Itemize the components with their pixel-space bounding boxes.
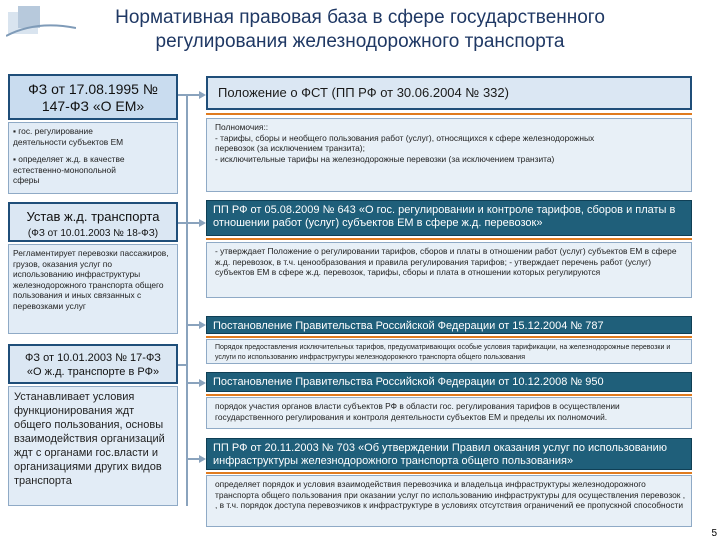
pp787-body-text: Порядок предоставления исключительных тарифов, предусматривающих особые условия тарификации, на железнодорожные перевозки и услуги по использованию инфраструктуры железнодорожного транспорта общего пользования	[215, 344, 671, 361]
ustav-header	[8, 202, 178, 242]
fz17-body-text: Устанавливает условия функционирования ждт общего пользования, основы взаимодействия организаций ждт с органами гос.власти и организациями других видов транспорта	[14, 391, 165, 487]
pp703-body	[206, 475, 692, 527]
fz17-body	[8, 386, 178, 506]
pp787-header-text: Постановление Правительства Российской Федерации от 15.12.2004 № 787	[213, 320, 604, 332]
fst-body	[206, 118, 692, 192]
arrow-643	[199, 219, 206, 227]
ustav-body-text: Регламентирует перевозки пассажиров, грузов, оказания услуг по использованию инфраструктуры железнодорожного транспорта общего пользования и иных связанных с перевозками услуг	[13, 248, 169, 311]
fz17-header-line-1: ФЗ от 10.01.2003 № 17-ФЗ	[25, 352, 161, 364]
pp950-body	[206, 397, 692, 429]
title-line-1: Нормативная правовая база в сфере государственного	[115, 7, 605, 28]
pp787-header	[206, 316, 692, 334]
page-title	[40, 6, 680, 54]
pp950-header-text: Постановление Правительства Российской Федерации от 10.12.2008 № 950	[213, 376, 604, 388]
fst-body-line-2: - тарифы, сборы и необщего пользования работ (услуг), относящихся к сфере железнодорожных	[215, 132, 595, 143]
fz147-header	[8, 74, 178, 120]
accent-line-703	[206, 472, 692, 474]
fz147-body-line-4: естественно-монопольной	[13, 164, 116, 175]
connector-branch-950	[186, 382, 200, 384]
fz147-header-line-1: ФЗ от 17.08.1995 №	[28, 81, 158, 97]
pp950-body-text: порядок участия органов власти субъектов РФ в области гос. регулирования тарифов в осуществлении государственного регулирования и контроля деятельности субъектов ЕМ и пределы их полномочий.	[215, 401, 620, 422]
pp643-header	[206, 200, 692, 236]
pp643-header-text: ПП РФ от 05.08.2009 № 643 «О гос. регулировании и контроле тарифов, сборов и платы в отношении работ (услуг) субъектов ЕМ в сфере ж.д. перевозок»	[213, 204, 676, 229]
fz147-body	[8, 122, 178, 194]
ustav-body	[8, 244, 178, 334]
ustav-header-line-2: (ФЗ от 10.01.2003 № 18-ФЗ)	[27, 228, 159, 239]
fst-header-text: Положение о ФСТ (ПП РФ от 30.06.2004 № 332)	[218, 85, 509, 100]
fz17-header-line-2: «О ж.д. транспорте в РФ»	[26, 366, 160, 378]
ustav-header-line-1: Устав ж.д. транспорта	[26, 209, 160, 224]
pp703-header-text: ПП РФ от 20.11.2003 № 703 «Об утверждении Правил оказания услуг по использованию инфраструктуры железнодорожного транспорта общего пользования»	[213, 442, 667, 467]
fz147-header-line-2: 147-ФЗ «О ЕМ»	[41, 98, 145, 114]
connector-left-fz17	[178, 364, 188, 366]
fst-header	[206, 76, 692, 110]
arrow-787	[199, 321, 206, 329]
arrow-703	[199, 455, 206, 463]
pp643-body	[206, 242, 692, 298]
fst-body-line-3: перевозок (за исключением транзита);	[215, 143, 365, 154]
connector-branch-fst	[186, 94, 200, 96]
pp950-header	[206, 372, 692, 392]
accent-line-787	[206, 336, 692, 338]
pp703-body-text: определяет порядок и условия взаимодействия перевозчика и владельца инфраструктуры железнодорожного транспорта общего пользования при оказании услуг по использованию инфраструктуры для осуществления перевозок , , в т.ч. порядок доступа перевозчиков к инфраструктуре в условиях отсутствия ограничений ее пропускной способности	[215, 479, 686, 511]
fz147-body-line-1: ▪ гос. регулирование	[13, 126, 93, 136]
fz147-body-line-3: ▪ определяет ж.д. в качестве	[13, 154, 125, 165]
pp643-body-text: - утверждает Положение о регулировании тарифов, сборов и платы в отношении работ (услуг) субъектов ЕМ в сфере ж.д. перевозок, в т.ч. ценообразования и правила регулирования тарифов; - утверждает перечень работ (услуг) субъектов ЕМ в сфере ж.д. перевозок, тарифы, сборы и плата в отношении которых регулируются	[215, 246, 677, 278]
connector-left-top	[178, 94, 188, 96]
pp703-header	[206, 438, 692, 470]
connector-left-ustav	[178, 222, 188, 224]
pp787-body	[206, 339, 692, 364]
fst-body-line-4: - исключительные тарифы на железнодорожные перевозки (за исключением транзита)	[215, 153, 555, 164]
accent-line-950	[206, 394, 692, 396]
connector-spine	[186, 94, 188, 506]
connector-branch-703	[186, 458, 200, 460]
accent-line-643	[206, 238, 692, 240]
arrow-fst	[199, 91, 206, 99]
connector-branch-643	[186, 222, 200, 224]
accent-line-fst	[206, 113, 692, 115]
page-number: 5	[711, 528, 717, 539]
fst-body-line-1: Полномочия::	[215, 122, 269, 132]
fz147-body-line-2: деятельности субъектов ЕМ	[13, 136, 124, 147]
fz147-body-line-5: сферы	[13, 175, 40, 186]
fz17-header	[8, 344, 178, 384]
title-line-2: регулирования железнодорожного транспорта	[155, 31, 565, 52]
connector-branch-787	[186, 324, 200, 326]
arrow-950	[199, 379, 206, 387]
